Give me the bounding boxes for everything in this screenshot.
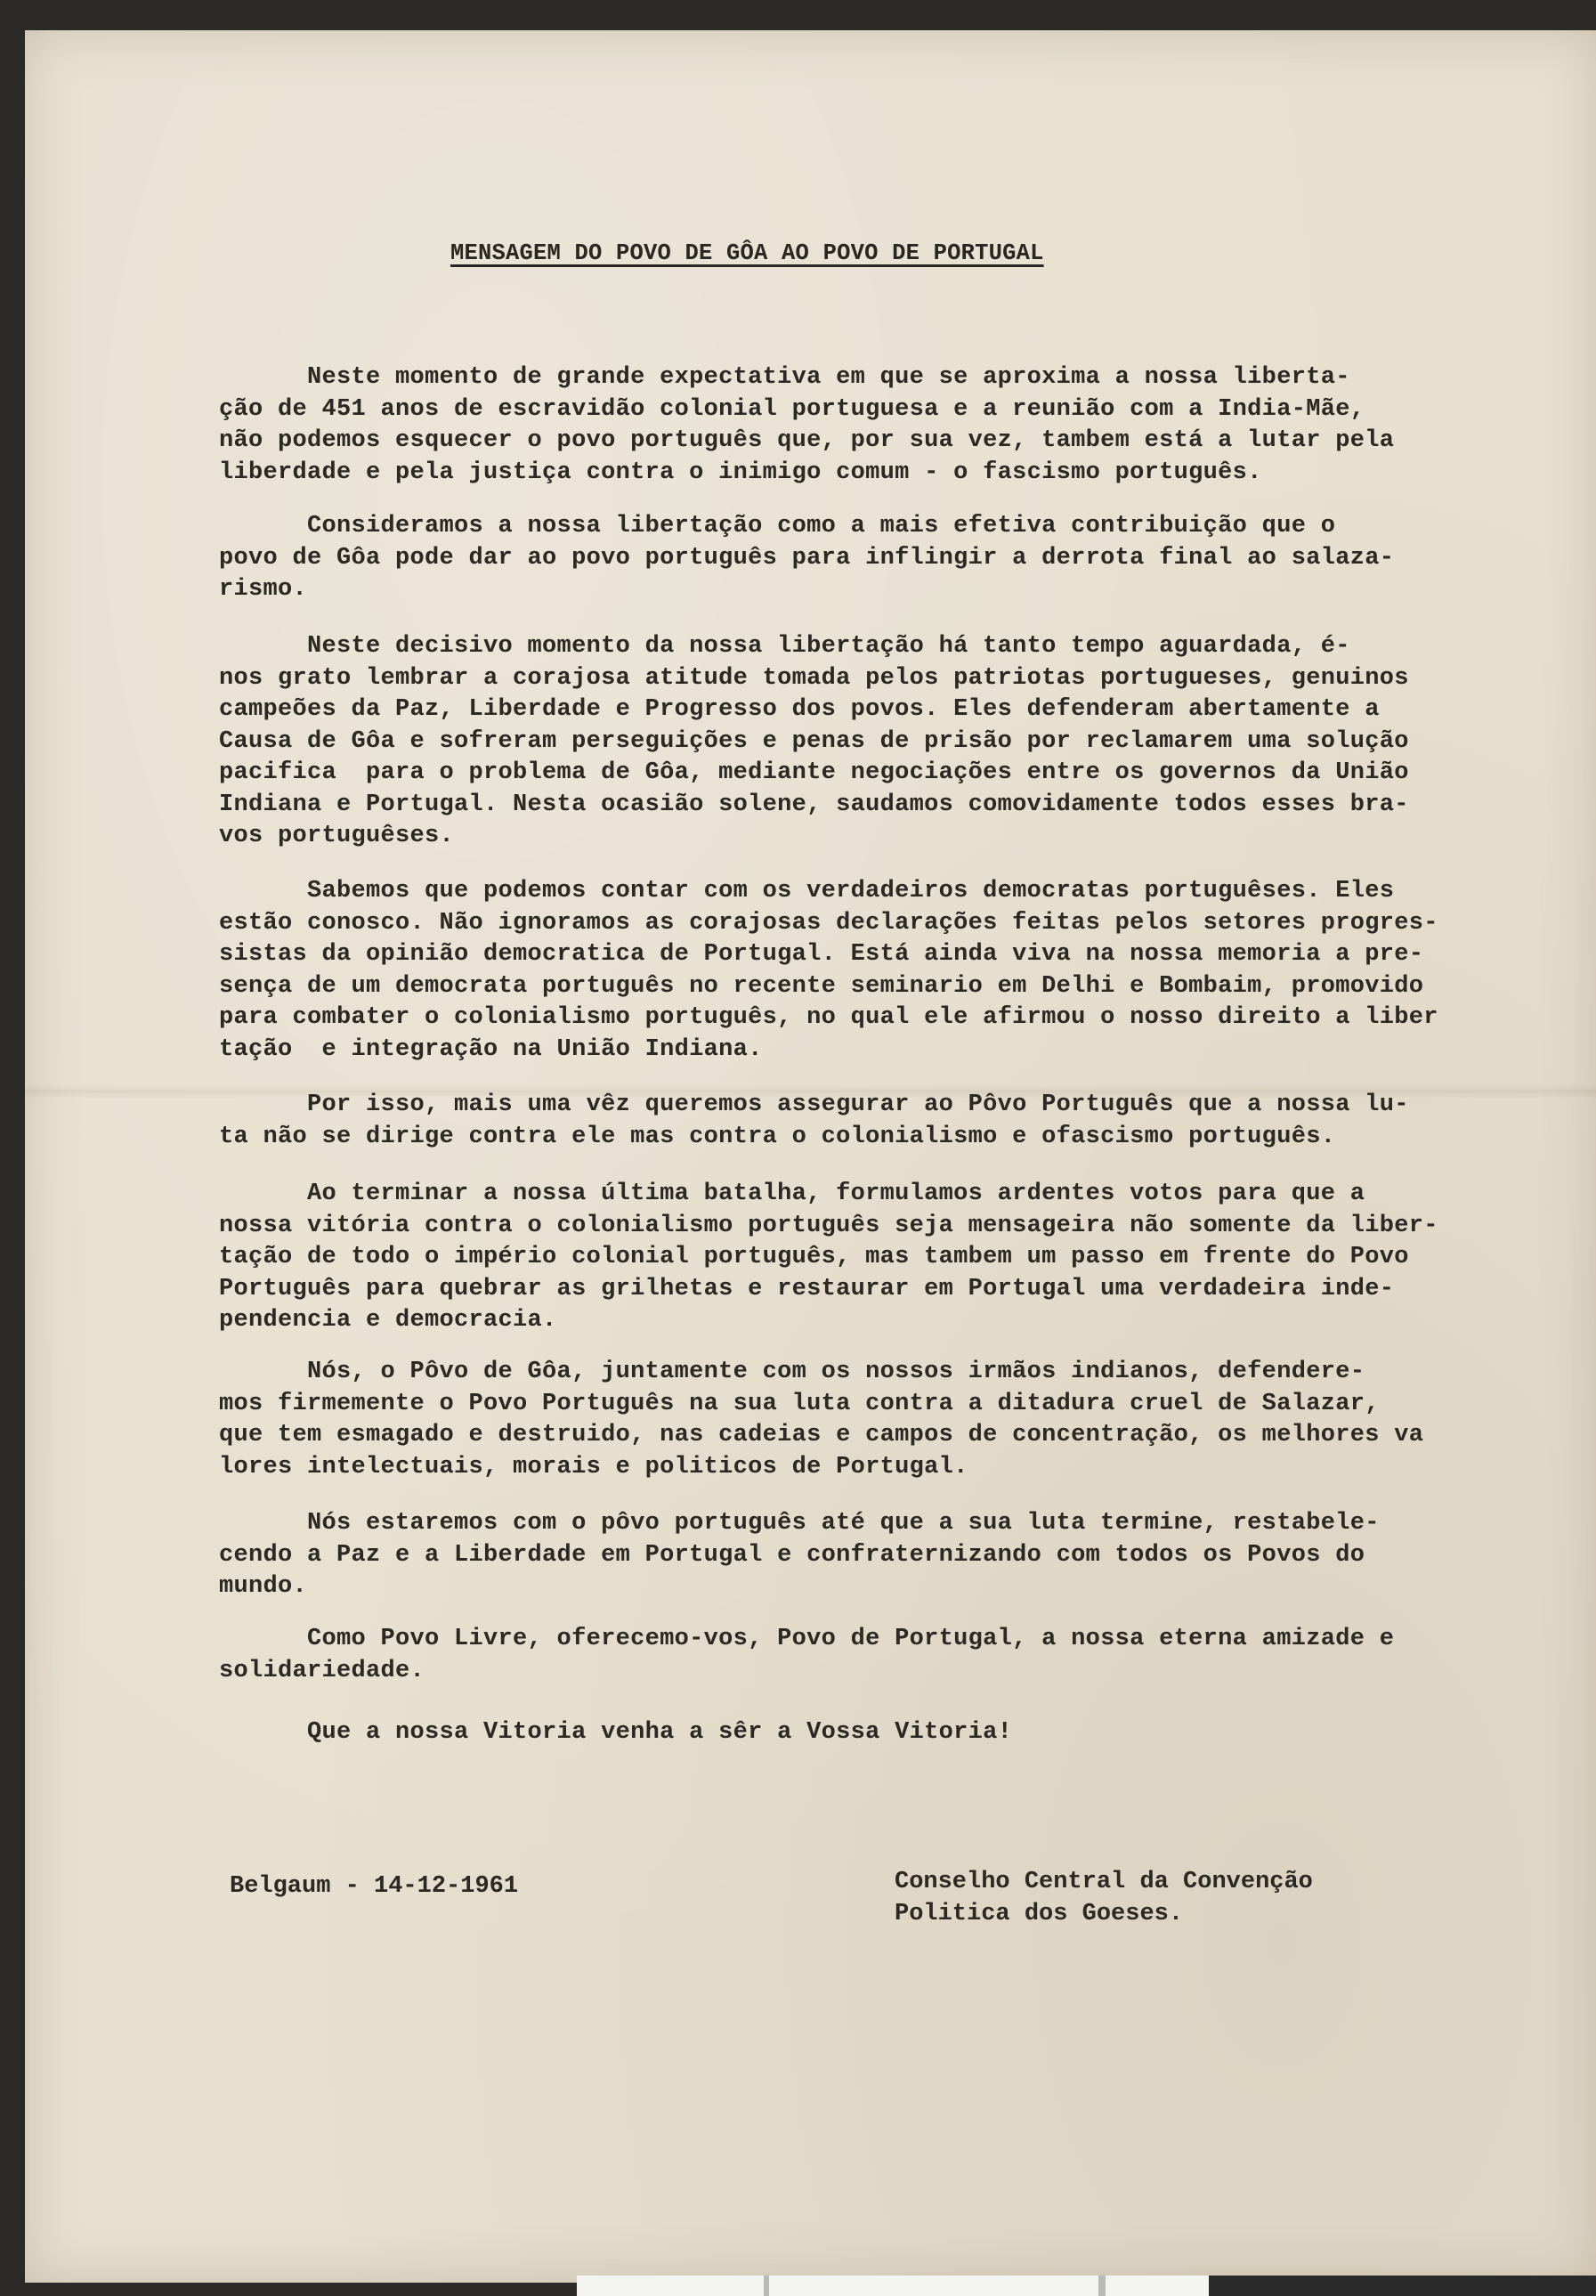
paragraph-line: solidariedade. [219,1657,425,1684]
signature-line: Politica dos Goeses. [895,1901,1184,1927]
paragraph-line: sistas da opinião democratica de Portugal. Está ainda viva na nossa memoria a pre- [219,941,1424,968]
color-scale-bar [577,2276,1596,2296]
signature-block [895,1866,1313,1930]
paragraph-9 [219,1624,1394,1687]
paragraph-line: sença de um democrata português no recente seminario em Delhi e Bombaim, promovido [219,972,1424,1000]
scale-segment [769,2276,1098,2296]
paragraph-line: Indiana e Portugal. Nesta ocasião solene, saudamos comovidamente todos esses bra- [219,791,1409,818]
document-page [25,30,1596,2283]
paragraph-line: para combater o colonialismo português, no qual ele afirmou o nosso direito a liber [219,1004,1438,1031]
paragraph-line: nos grato lembrar a corajosa atitude tomada pelos patriotas portugueses, genuinos [219,664,1409,692]
paragraph-line: povo de Gôa pode dar ao povo português para inflingir a derrota final ao salaza- [219,544,1395,572]
paragraph-line: cendo a Paz e a Liberdade em Portugal e confraternizando com todos os Povos do [219,1541,1365,1569]
paragraph-line: que tem esmagado e destruido, nas cadeias e campos de concentração, os melhores va [219,1422,1424,1448]
paragraph-line: rismo. [219,576,308,603]
paragraph-line: Que a nossa Vitoria venha a sêr a Vossa Vitoria! [219,1719,1013,1746]
scale-segment [1209,2276,1596,2296]
paragraph-line: Como Povo Livre, oferecemo-vos, Povo de Portugal, a nossa eterna amizade e [219,1626,1395,1652]
paragraph-line: nossa vitória contra o colonialismo português seja mensageira não somente da liber- [219,1212,1438,1239]
paragraph-line: pacifica para o problema de Gôa, mediante negociações entre os governos da União [219,759,1409,786]
paragraph-line: Causa de Gôa e sofreram perseguições e penas de prisão por reclamarem uma solução [219,727,1409,755]
paragraph-2 [219,511,1394,606]
paragraph-line: campeões da Paz, Liberdade e Progresso dos povos. Eles defenderam abertamente a [219,696,1380,723]
paragraph-line: pendencia e democracia. [219,1307,557,1334]
paragraph-line: Neste decisivo momento da nossa libertação há tanto tempo aguardada, é- [219,633,1350,660]
paragraph-8 [219,1508,1380,1603]
document-title: MENSAGEM DO POVO DE GÔA AO POVO DE PORTUGAL [450,240,1044,266]
paragraph-6 [219,1179,1438,1337]
paragraph-line: lores intelectuais, morais e politicos de Portugal. [219,1453,968,1481]
paragraph-line: tação e integração na União Indiana. [219,1035,763,1063]
paragraph-line: Consideramos a nossa libertação como a mais efetiva contribuição que o [219,513,1336,540]
paragraph-line: tação de todo o império colonial português, mas tambem um passo em frente do Povo [219,1244,1409,1270]
paragraph-7 [219,1357,1423,1483]
paragraph-line: Nós estaremos com o pôvo português até que a sua luta termine, restabele- [219,1510,1380,1537]
paragraph-3 [219,631,1409,853]
paragraph-line: ção de 451 anos de escravidão colonial portuguesa e a reunião com a India-Mãe, [219,395,1365,423]
paragraph-line: ta não se dirige contra ele mas contra o colonialismo e ofascismo português. [219,1123,1336,1150]
paragraph-line: Português para quebrar as grilhetas e restaurar em Portugal uma verdadeira inde- [219,1275,1395,1302]
paragraph-line: não podemos esquecer o povo português que, por sua vez, tambem está a lutar pela [219,427,1395,454]
paragraph-line: Por isso, mais uma vêz queremos assegurar ao Pôvo Português que a nossa lu- [219,1091,1409,1118]
paragraph-line: mundo. [219,1573,308,1600]
paragraph-10 [219,1717,1012,1749]
place-date: Belgaum - 14-12-1961 [230,1873,519,1900]
signature-line: Conselho Central da Convenção [895,1869,1313,1895]
paragraph-line: Ao terminar a nossa última batalha, formulamos ardentes votos para que a [219,1180,1365,1207]
scale-segment [577,2276,764,2296]
paragraph-line: liberdade e pela justiça contra o inimigo comum - o fascismo português. [219,458,1262,486]
paragraph-line: Sabemos que podemos contar com os verdadeiros democratas portuguêses. Eles [219,878,1395,905]
paragraph-line: estão conosco. Não ignoramos as corajosas declarações feitas pelos setores progres- [219,909,1438,937]
paragraph-5 [219,1090,1409,1153]
paragraph-line: mos firmemente o Povo Português na sua luta contra a ditadura cruel de Salazar, [219,1390,1380,1417]
paragraph-4 [219,876,1438,1066]
paragraph-line: Neste momento de grande expectativa em que se aproxima a nossa liberta- [219,364,1350,391]
scale-segment [1098,2276,1106,2296]
paragraph-line: Nós, o Pôvo de Gôa, juntamente com os nossos irmãos indianos, defendere- [219,1359,1365,1385]
scale-segment [1106,2276,1209,2296]
paragraph-line: vos portuguêses. [219,823,455,849]
paragraph-1 [219,362,1394,489]
